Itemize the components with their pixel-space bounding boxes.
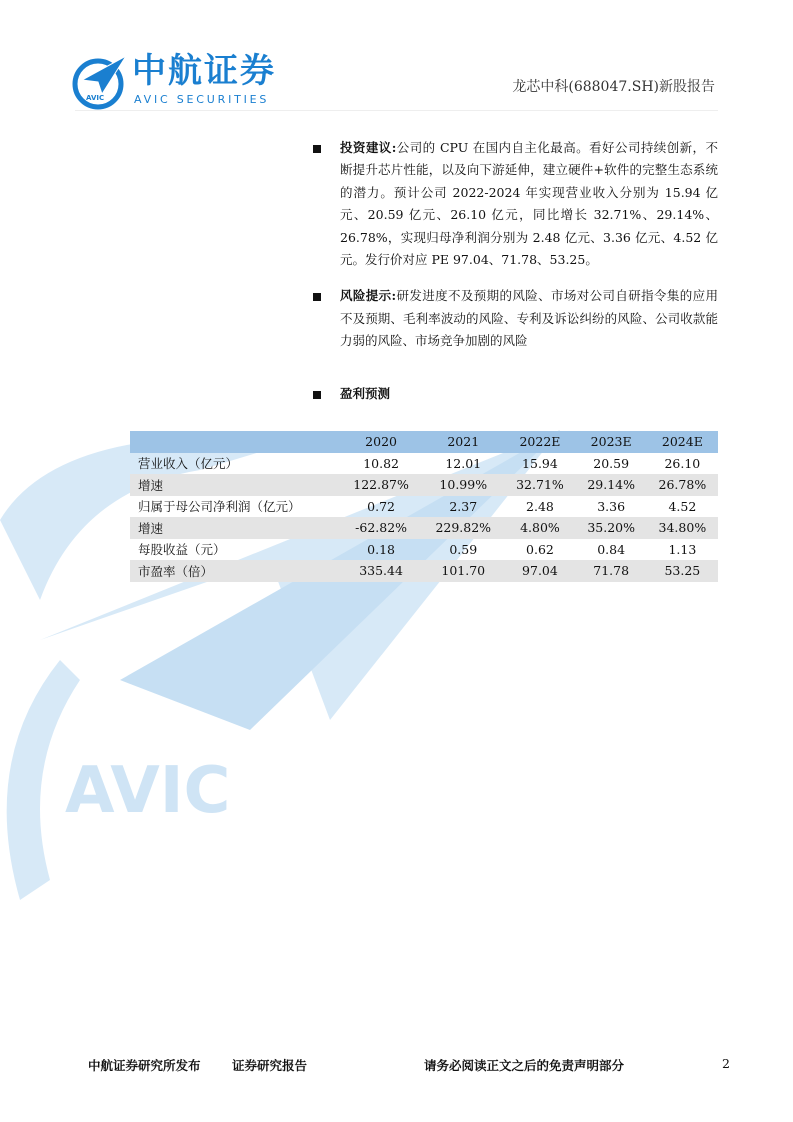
company-logo [72, 52, 292, 112]
table-cell: 4.80% [520, 520, 560, 536]
table-cell: 10.82 [363, 455, 399, 471]
risk-text: 研发进度不及预期的风险、市场对公司自研指令集的应用不及预期、毛利率波动的风险、专利及诉讼纠纷的风险、公司收款能力弱的风险、市场竞争加剧的风险 [340, 288, 718, 349]
table-cell: 12.01 [445, 455, 482, 471]
earnings-forecast-table [130, 431, 718, 582]
table-cell: 34.80% [658, 520, 707, 536]
table-row [130, 517, 718, 539]
table-cell: 1.13 [668, 541, 697, 557]
header-cell: 2024E [661, 434, 703, 450]
logo-en-text: AVIC SECURITIES [134, 93, 270, 106]
table-row [130, 539, 718, 561]
table-header-row [130, 431, 718, 453]
table-cell: 71.78 [593, 563, 630, 579]
invest-label: 投资建议: [340, 140, 397, 155]
header-divider [75, 110, 718, 111]
row-label: 增速 [138, 477, 164, 493]
table-cell: 35.20% [587, 520, 635, 536]
row-label: 营业收入（亿元） [138, 456, 239, 472]
table-cell: 0.72 [367, 498, 395, 514]
table-cell: 53.25 [664, 563, 701, 579]
table-cell: 97.04 [522, 563, 558, 579]
table-cell: 3.36 [597, 498, 626, 514]
header-cell: 2023E [590, 434, 632, 450]
invest-text: 公司的 CPU 在国内自主化最高。看好公司持续创新，不断提升芯片性能，以及向下游延伸，建立硬件+软件的完整生态系统的潜力。预计公司 2022-2024 年实现营业收入分别为 15.94 亿元、20.59 亿元、26.10 亿元，同比增长 32.71%、29.14%、26.78%，实现归母净利润分别为 2.48 亿元、3.36 亿元、4.52 亿元。发行价对应 PE 97.04、71.78、53.25。 [340, 140, 718, 268]
table-cell: -62.82% [355, 520, 408, 536]
logo-cn-text: 中航证券 [132, 51, 276, 91]
table-cell: 4.52 [668, 498, 697, 514]
table-cell: 0.18 [367, 541, 395, 557]
header-cell: 2021 [447, 434, 480, 450]
table-cell: 15.94 [522, 455, 558, 471]
footer-publisher: 中航证券研究所发布 [88, 1058, 201, 1073]
risk-warning [340, 285, 718, 352]
table-cell: 229.82% [435, 520, 492, 536]
report-body [0, 137, 793, 582]
bullet-icon [313, 293, 321, 301]
row-label: 增速 [138, 520, 164, 536]
table-cell: 10.99% [439, 477, 488, 493]
section-heading [340, 383, 718, 405]
row-label: 每股收益（元） [138, 542, 226, 558]
table-row [130, 474, 718, 496]
bullet-icon [313, 145, 321, 153]
table-cell: 0.62 [526, 541, 554, 557]
header-cell [130, 431, 340, 453]
table-row [130, 453, 718, 475]
table-cell: 335.44 [359, 563, 403, 579]
table-cell: 32.71% [516, 477, 564, 493]
plane-logo-icon [72, 54, 128, 110]
table-cell: 29.14% [587, 477, 635, 493]
header-cell: 2022E [519, 434, 561, 450]
table-cell: 0.59 [449, 541, 478, 557]
table-cell: 0.84 [597, 541, 626, 557]
risk-label: 风险提示: [340, 288, 397, 304]
table-cell: 101.70 [441, 563, 486, 579]
row-label: 市盈率（倍） [138, 563, 214, 579]
table-cell: 26.78% [658, 477, 707, 493]
table-cell: 26.10 [664, 455, 701, 471]
header-cell: 2020 [365, 434, 397, 450]
investment-advice [340, 137, 718, 271]
page-number: 2 [722, 1056, 730, 1071]
table-cell: 20.59 [593, 455, 630, 471]
row-label: 归属于母公司净利润（亿元） [138, 499, 301, 515]
table-cell: 2.37 [449, 498, 478, 514]
table-cell: 2.48 [526, 498, 554, 514]
svg-text:AVIC: AVIC [65, 754, 231, 828]
bullet-icon [313, 391, 321, 399]
table-cell: 122.87% [353, 477, 409, 493]
table-row [130, 496, 718, 518]
table-row [130, 560, 718, 582]
section-title: 盈利预测 [340, 385, 391, 401]
svg-text:AVIC: AVIC [86, 94, 105, 102]
footer-disclaimer: 请务必阅读正文之后的免责声明部分 [424, 1058, 625, 1073]
footer-report-type: 证券研究报告 [232, 1058, 308, 1073]
report-title: 龙芯中科(688047.SH)新股报告 [512, 79, 715, 95]
